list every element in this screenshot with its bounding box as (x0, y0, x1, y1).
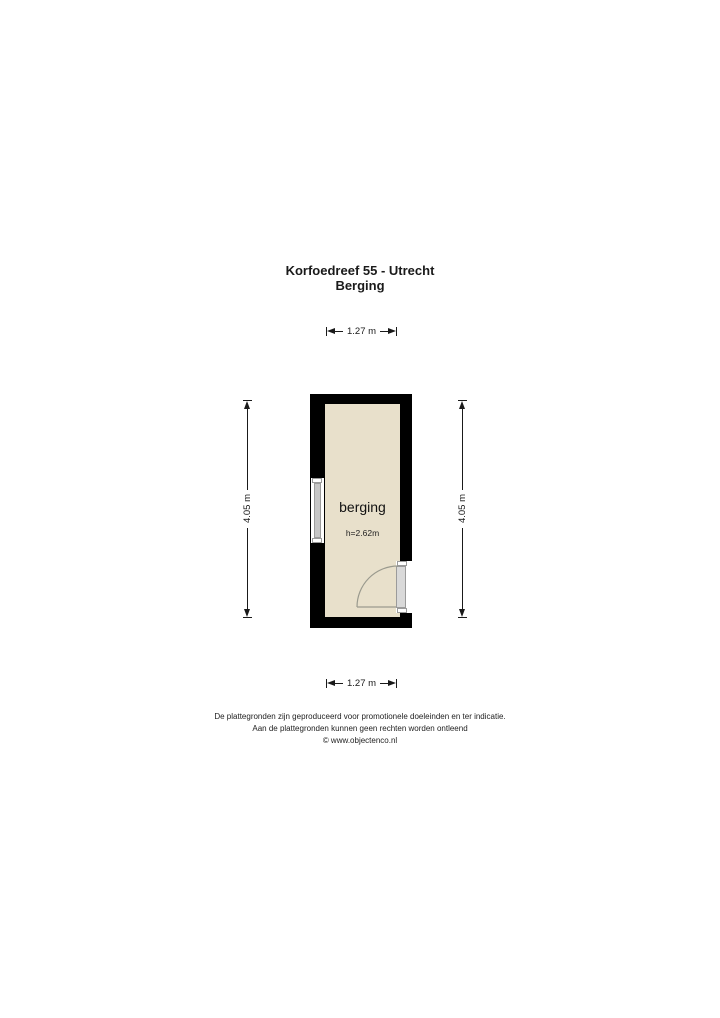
disclaimer-line-1: De plattegronden zijn geproduceerd voor promotionele doeleinden en ter indicatie. (214, 712, 506, 721)
dim-line (462, 409, 463, 490)
dimension-bottom-label: 1.27 m (346, 677, 377, 689)
dim-line (462, 528, 463, 609)
dim-end-tick (396, 679, 397, 688)
dim-line (247, 528, 248, 609)
dimension-top-label: 1.27 m (346, 325, 377, 337)
dim-line (380, 683, 388, 684)
dim-arrow-up-icon (459, 401, 465, 409)
room-name-label: berging (339, 499, 386, 515)
dim-line (335, 683, 343, 684)
dimension-bottom (326, 678, 397, 688)
disclaimer-line-2: Aan de plattegronden kunnen geen rechten worden ontleend (252, 724, 468, 733)
dim-arrow-down-icon (244, 609, 250, 617)
page-title (0, 263, 720, 293)
dim-arrow-down-icon (459, 609, 465, 617)
dim-arrow-left-icon (327, 328, 335, 334)
dim-arrow-left-icon (327, 680, 335, 686)
floorplan-berging (310, 394, 412, 628)
room-ceiling-height-label: h=2.62m (345, 528, 380, 538)
door-swing-arc (310, 394, 412, 628)
dim-arrow-right-icon (388, 328, 396, 334)
dim-end-tick (243, 617, 252, 618)
title-address: Korfoedreef 55 - Utrecht (285, 263, 435, 278)
dimension-left-label: 4.05 m (241, 494, 253, 524)
dim-arrow-right-icon (388, 680, 396, 686)
dimension-right (456, 400, 468, 618)
dim-end-tick (458, 617, 467, 618)
dim-line (335, 331, 343, 332)
dimension-right-label: 4.05 m (456, 494, 468, 524)
footer-disclaimer (0, 711, 720, 747)
dim-arrow-up-icon (244, 401, 250, 409)
dim-line (380, 331, 388, 332)
dimension-top (326, 326, 397, 336)
copyright-line: © www.objectenco.nl (322, 736, 398, 745)
dim-end-tick (396, 327, 397, 336)
dim-line (247, 409, 248, 490)
title-room-type: Berging (335, 278, 385, 293)
dimension-left (241, 400, 253, 618)
